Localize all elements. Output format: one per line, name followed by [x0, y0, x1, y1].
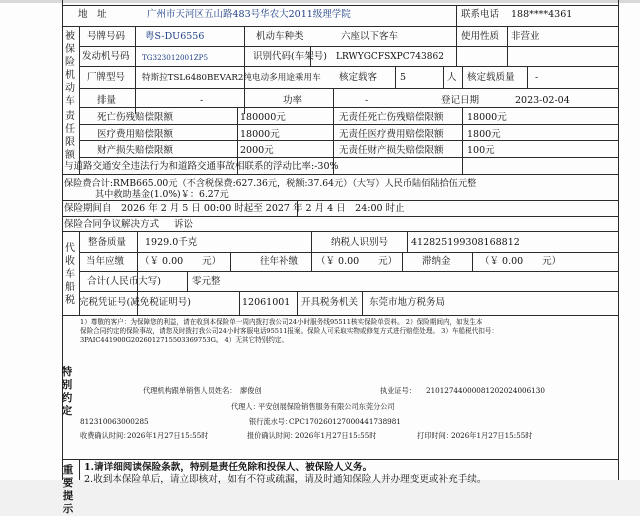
row-line [79, 124, 618, 125]
seats-value: 5 [400, 72, 407, 83]
important-line-1: 1.请详细阅读保险条款，特别是责任免除和投保人、被保险人义务。 [84, 462, 373, 473]
nf-property-limit-label: 无责任财产损失赔偿限额 [339, 145, 444, 156]
tax-total-value: 零元整 [192, 276, 221, 287]
medical-limit-label: 医疗费用赔偿限额 [97, 129, 174, 140]
back-tax-label: 往年补缴 [260, 256, 299, 267]
special-note-line-2: 保险合同约定的保险事故，请您及时拨打我公司24小时客服电话95511报案。保险人可采取实物或修复方式进行赔偿处理。 3）车船税代扣号： [80, 327, 499, 335]
row-line [79, 291, 618, 292]
row-line [62, 5, 618, 6]
model-label: 厂牌型号 [87, 72, 126, 83]
cell-divider [135, 26, 136, 114]
important-line-2: 2.收到本保险单后，请立即核对，如有不符或疏漏，请及时通知保险人并办理变更或补充手续。 [84, 474, 487, 485]
usage-label: 使用性质 [461, 31, 500, 42]
period-label: 保险期间自 [64, 203, 112, 214]
practice-cert-label: 执业证号： [380, 386, 416, 395]
back-tax-value: （￥ 0.00 元） [316, 256, 398, 267]
agent-value: 平安创展保险销售服务有限公司东莞分公司 [258, 402, 395, 411]
plate-label: 号牌号码 [87, 31, 126, 42]
agent-label: 代理人： [231, 402, 260, 411]
vehicle-tax-section-label: 代收车船税 [65, 243, 75, 306]
row-line [79, 88, 618, 89]
property-limit-label: 财产损失赔偿限额 [97, 145, 174, 156]
death-limit-value: 180000元 [240, 112, 286, 123]
row-line [62, 459, 618, 460]
cell-divider [527, 66, 528, 88]
cell-divider [187, 271, 188, 291]
row-line [79, 66, 618, 67]
model-value: 特斯拉TSL6480BEVAR2纯电动多用途乘用车 [142, 73, 321, 83]
seats-label: 核定载客 [339, 72, 378, 83]
cell-divider [456, 5, 457, 26]
rescue-fund-text: 其中救助基金(1.0%)￥：6.27元 [95, 189, 229, 200]
usage-value: 非营业 [511, 31, 540, 42]
nf-medical-limit-value: 1800元 [467, 129, 501, 140]
cell-divider [443, 66, 444, 88]
curb-weight-value: 1929.0千克 [145, 237, 198, 248]
cell-divider [462, 66, 463, 88]
address-value: 广州市天河区五山路483号华农大2011级理学院 [147, 9, 351, 20]
cell-divider [311, 231, 312, 271]
power-value: - [365, 95, 369, 106]
displacement-label: 排量 [97, 95, 117, 106]
period-value: 2026 年 2 月 5 日 00:00 时起至 2027 年 2 月 4 日 24:00 时止 [121, 203, 405, 214]
tax-total-label: 合计(人民币大写) [87, 276, 161, 287]
nf-death-limit-value: 18000元 [467, 112, 507, 123]
print-time-value: 2026年1月27日15:55时 [451, 431, 533, 440]
taxpayer-id-value: 412825199308168812 [411, 237, 520, 248]
cell-divider [362, 291, 363, 315]
vehicle-type-label: 机动车种类 [256, 31, 304, 42]
engine-value: TG323012001ZP5 [142, 53, 209, 62]
power-label: 功率 [283, 95, 303, 106]
bank-serial-value: CPC1702601270004417389​81 [289, 417, 401, 426]
cell-divider [244, 26, 245, 114]
fee-confirm-label: 收费确认时间： [80, 431, 131, 440]
load-value: - [535, 72, 539, 83]
cell-divider [395, 66, 396, 88]
tax-office-value: 东莞市地方税务局 [369, 297, 446, 308]
regdate-label: 登记日期 [441, 95, 480, 106]
sales-name-value: 廖俊创 [240, 386, 262, 395]
right-border [618, 0, 619, 480]
phone-label: 联系电话 [461, 9, 500, 20]
cell-divider [462, 107, 463, 174]
row-line [79, 46, 618, 47]
section-divider [79, 459, 80, 480]
engine-label: 发动机号码 [82, 51, 130, 62]
plate-value: 粤S-DU6556 [145, 31, 205, 42]
important-notice-label: 重要提示 [62, 464, 74, 515]
property-limit-value: 2000元 [240, 145, 274, 156]
dispute-label: 保险合同争议解决方式 [64, 219, 160, 230]
fee-confirm-value: 2026年1月27日15:55时 [127, 431, 209, 440]
special-note-line-3: 3PAIC441900G2026012715503369753G。 4）无其它特别约定。 [80, 336, 289, 344]
sales-name-label: 代理机构跟单销售人员姓名： [143, 386, 237, 395]
displacement-value: - [200, 95, 204, 106]
cell-divider [239, 291, 240, 315]
seats-unit: 人 [447, 72, 457, 83]
nf-death-limit-label: 无责任死亡伤残赔偿限额 [339, 112, 444, 123]
agent-code: 812310063000285 [80, 417, 149, 426]
dispute-value: 诉讼 [174, 219, 194, 230]
bank-serial-label: 银行流水号： [249, 417, 293, 426]
floating-rate-text: 与道路交通安全违法行为和道路交通事故相联系的浮动比率:-30% [64, 161, 339, 172]
cell-divider [456, 26, 457, 66]
taxpayer-id-label: 纳税人识别号 [331, 237, 389, 248]
row-line [79, 157, 618, 158]
row-line [62, 231, 618, 232]
cell-divider [402, 252, 403, 271]
vehicle-type-value: 六座以下客车 [341, 31, 399, 42]
late-fee-value: （￥ 0.00 元） [480, 256, 562, 267]
insured-vehicle-section-label: 被保险机动车 [65, 31, 75, 107]
top-edge [0, 0, 640, 3]
row-line [79, 107, 618, 108]
load-label: 核定载质量 [467, 72, 515, 83]
vin-label: 识别代码(车架号) [253, 51, 327, 62]
special-note-line-1: 1）尊敬的客户：为保障您的利益，请在收到本保险单一周内拨打我公司24小时服务线95511核实保险单资料。 2）保险期间内，如发生本 [80, 318, 483, 326]
phone-value: 188****4361 [511, 9, 573, 20]
row-line [62, 216, 618, 217]
cell-divider [230, 252, 231, 271]
vin-value: LRWYGCFSXPC743862 [336, 52, 444, 62]
cell-divider [507, 26, 508, 66]
row-line [79, 252, 618, 253]
current-tax-value: （￥ 0.00 元） [140, 256, 222, 267]
cell-divider [297, 291, 298, 315]
row-line [62, 174, 618, 175]
quote-confirm-value: 2026年1月27日15:55时 [295, 431, 377, 440]
row-line [62, 315, 618, 316]
row-line [62, 26, 618, 27]
regdate-value: 2023-02-04 [515, 95, 570, 106]
special-agreement-label: 特别约定 [61, 366, 73, 417]
tax-office-label: 开具税务机关 [301, 297, 359, 308]
tax-cert-value: 12061001 [242, 297, 291, 308]
medical-limit-value: 18000元 [240, 129, 280, 140]
cell-divider [472, 252, 473, 271]
address-label: 地 址 [78, 9, 107, 20]
nf-property-limit-value: 100元 [467, 145, 495, 156]
tax-cert-label: 完税凭证号(减免税证明号) [79, 297, 191, 308]
premium-total-text: 保险费合计:RMB665.00元（不含税保费:627.36元，税额:37.64元）（大写）人民币陆佰陆拾伍元整 [64, 178, 477, 189]
practice-cert-value: 21012744000081202024006130 [426, 386, 545, 395]
section-divider [79, 26, 80, 174]
quote-confirm-label: 报价确认时间： [247, 431, 298, 440]
current-tax-label: 当年应缴 [86, 256, 125, 267]
nf-medical-limit-label: 无责任医疗费用赔偿限额 [339, 129, 444, 140]
curb-weight-label: 整备质量 [88, 237, 127, 248]
death-limit-label: 死亡伤残赔偿限额 [97, 112, 174, 123]
late-fee-label: 滞纳金 [422, 256, 451, 267]
cell-divider [407, 231, 408, 252]
liability-section-label: 责任限额 [65, 111, 75, 161]
row-line [79, 271, 618, 272]
print-time-label: 打印时间： [417, 431, 453, 440]
